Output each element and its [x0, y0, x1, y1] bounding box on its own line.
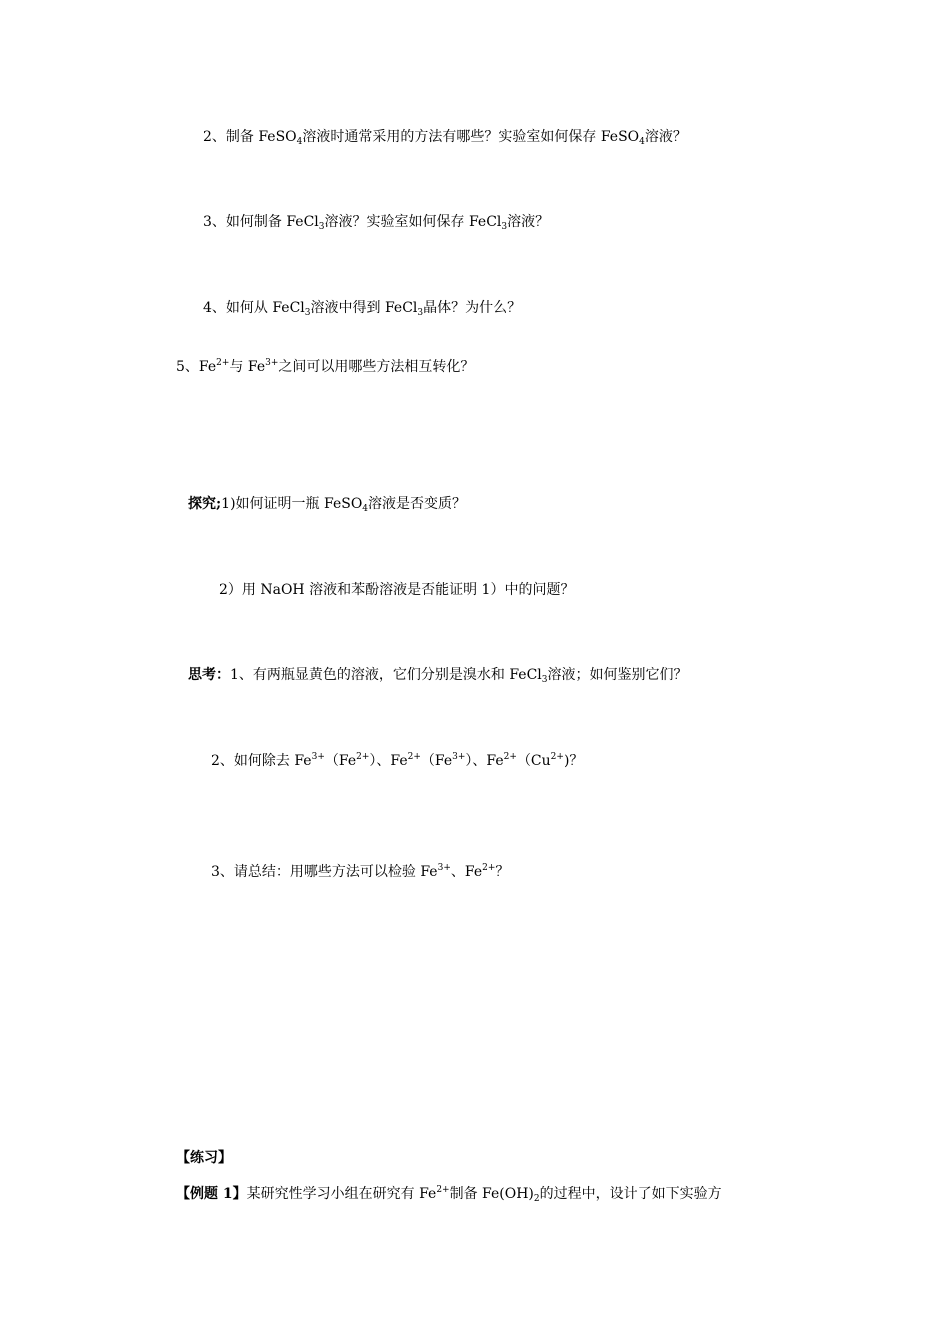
think-label: 思考： — [188, 667, 230, 683]
question-5: 5、$Fe^{2+}$与 $Fe^{3+}$之间可以用哪些方法相互转化？ — [176, 358, 475, 375]
think-item-2: 2、如何除去 $Fe^{3+}(Fe^{2+})$、$Fe^{2+}(Fe^{3+})$、$Fe^{2+}(Cu^{2+})$？ — [211, 752, 584, 769]
example-label: 【例题 1】 — [176, 1186, 247, 1202]
practice-heading: 【练习】 — [176, 1150, 232, 1166]
example-1: 【例题 1】某研究性学习小组在研究有 $Fe^{2+}$制备 $Fe(OH)_2$的过程中，设计了如下实验方 — [176, 1185, 722, 1204]
question-2: 2、制备 FeSO$_4$溶液时通常采用的方法有哪些？实验室如何保存 FeSO$_4$溶液？ — [203, 129, 687, 147]
question-3: 3、如何制备 FeCl$_3$溶液？实验室如何保存 FeCl$_3$溶液？ — [203, 214, 550, 232]
think-item-1: 思考：1、有两瓶显黄色的溶液，它们分别是溴水和 FeCl$_3$溶液；如何鉴别它们？ — [188, 667, 688, 685]
explore-item-1: 探究;1)如何证明一瓶 FeSO$_4$溶液是否变质？ — [188, 496, 467, 514]
question-4: 4、如何从 FeCl$_3$溶液中得到 FeCl$_3$晶体？为什么？ — [203, 300, 522, 318]
think-item-3: 3、请总结：用哪些方法可以检验 $Fe^{3+}$、$Fe^{2+}$？ — [211, 863, 510, 880]
explore-label: 探究; — [188, 496, 222, 512]
explore-item-2: 2）用 NaOH 溶液和苯酚溶液是否能证明 1）中的问题？ — [219, 582, 575, 598]
